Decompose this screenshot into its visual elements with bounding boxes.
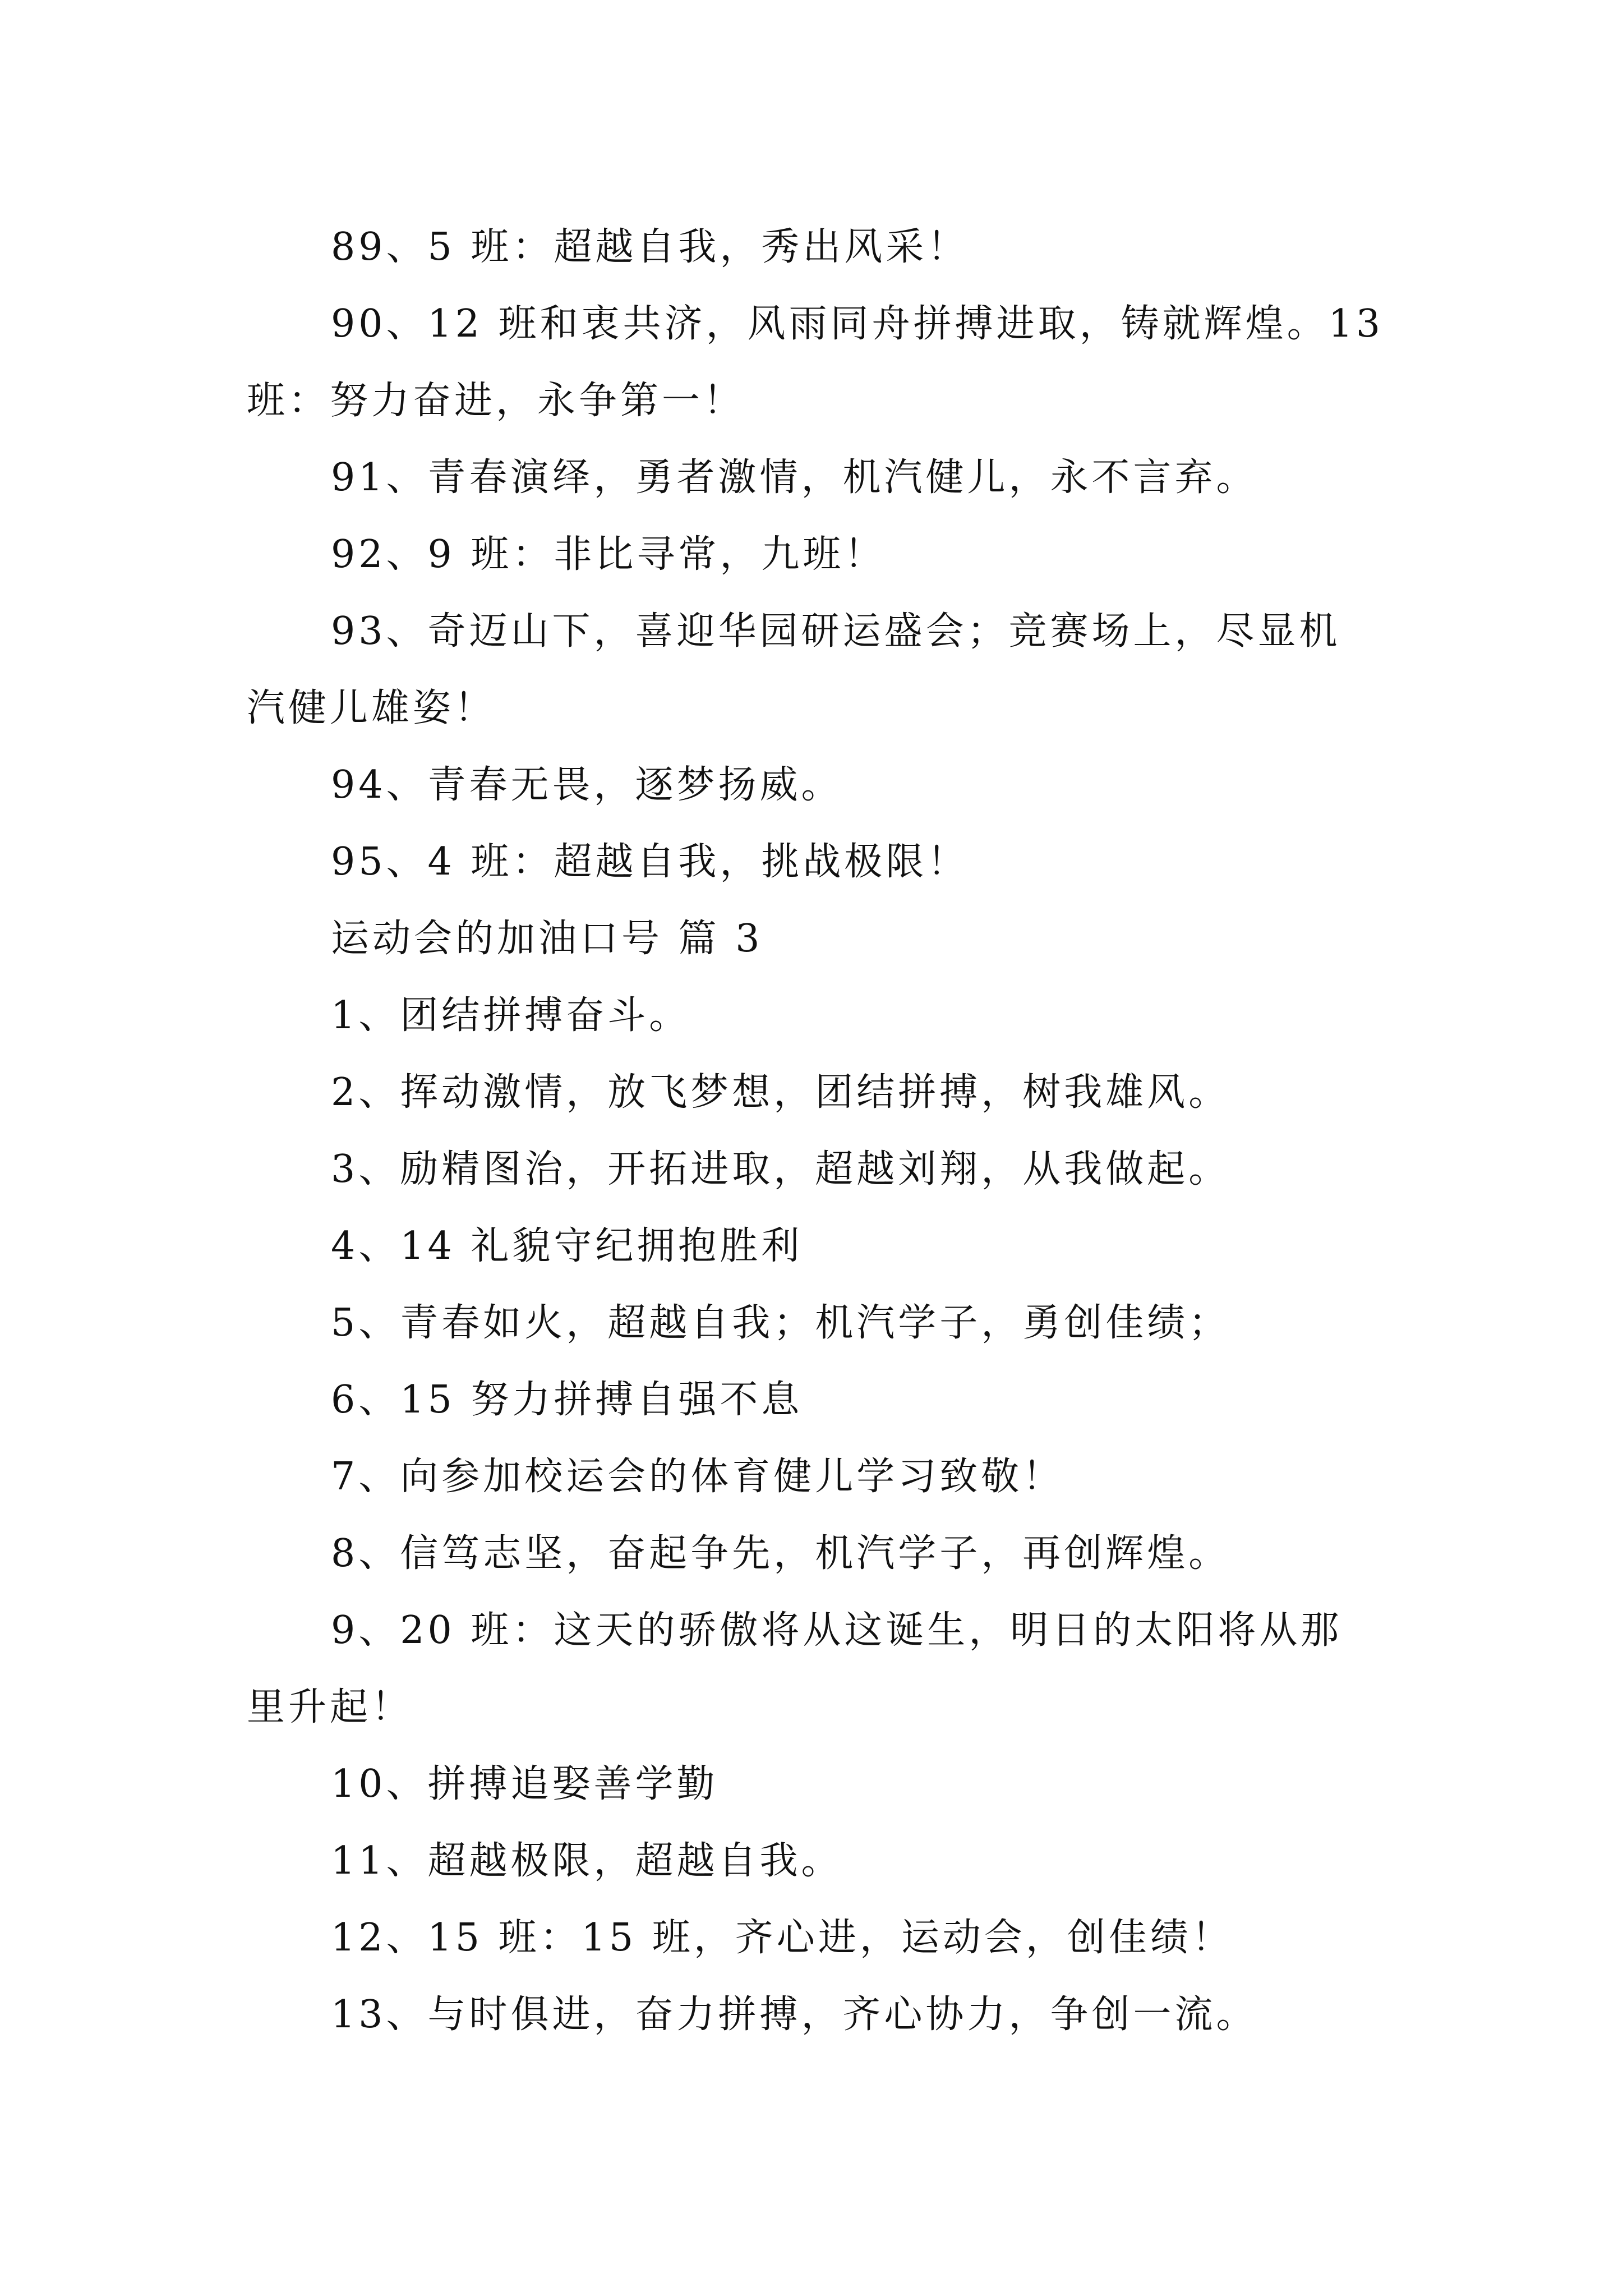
slogan-line: 90、12 班和衷共济，风雨同舟拼搏进取，铸就辉煌。13 — [331, 302, 1384, 346]
slogan-line: 3、励精图治，开拓进取，超越刘翔，从我做起。 — [331, 1147, 1230, 1191]
slogan-line: 6、15 努力拼搏自强不息 — [331, 1378, 803, 1422]
document-body — [247, 209, 1391, 2053]
slogan-line: 95、4 班：超越自我，挑战极限！ — [331, 840, 969, 884]
slogan-line: 7、向参加校运会的体育健儿学习致敬！ — [331, 1455, 1064, 1499]
slogan-line: 4、14 礼貌守纪拥抱胜利 — [331, 1224, 803, 1268]
slogan-line: 12、15 班：15 班，齐心进，运动会，创佳绩！ — [331, 1916, 1233, 1960]
slogan-line: 8、信笃志坚，奋起争先，机汽学子，再创辉煌。 — [331, 1531, 1230, 1576]
slogan-line: 1、团结拼搏奋斗。 — [331, 993, 691, 1038]
slogan-line-continuation: 汽健儿雄姿！ — [247, 686, 496, 730]
slogan-line: 92、9 班：非比寻常，九班！ — [331, 532, 886, 577]
slogan-line: 11、超越极限，超越自我。 — [331, 1839, 843, 1883]
slogan-line: 94、青春无畏，逐梦扬威。 — [331, 763, 843, 807]
slogan-line: 93、奇迈山下，喜迎华园研运盛会；竞赛场上，尽显机 — [331, 609, 1341, 654]
slogan-line: 10、拼搏追娶善学勤 — [331, 1762, 718, 1806]
slogan-line: 2、挥动激情，放飞梦想，团结拼搏，树我雄风。 — [331, 1070, 1230, 1115]
slogan-line: 91、青春演绎，勇者激情，机汽健儿，永不言弃。 — [331, 455, 1258, 500]
slogan-line: 13、与时俱进，奋力拼搏，齐心协力，争创一流。 — [331, 1993, 1258, 2037]
slogan-line: 5、青春如火，超越自我；机汽学子，勇创佳绩； — [331, 1301, 1230, 1345]
slogan-line-continuation: 班：努力奋进，永争第一！ — [247, 379, 745, 423]
section-heading: 运动会的加油口号 篇 3 — [331, 917, 763, 961]
slogan-line: 9、20 班：这天的骄傲将从这诞生，明日的太阳将从那 — [331, 1608, 1343, 1653]
slogan-line: 89、5 班：超越自我，秀出风采！ — [331, 225, 969, 269]
slogan-line-continuation: 里升起！ — [247, 1685, 413, 1729]
